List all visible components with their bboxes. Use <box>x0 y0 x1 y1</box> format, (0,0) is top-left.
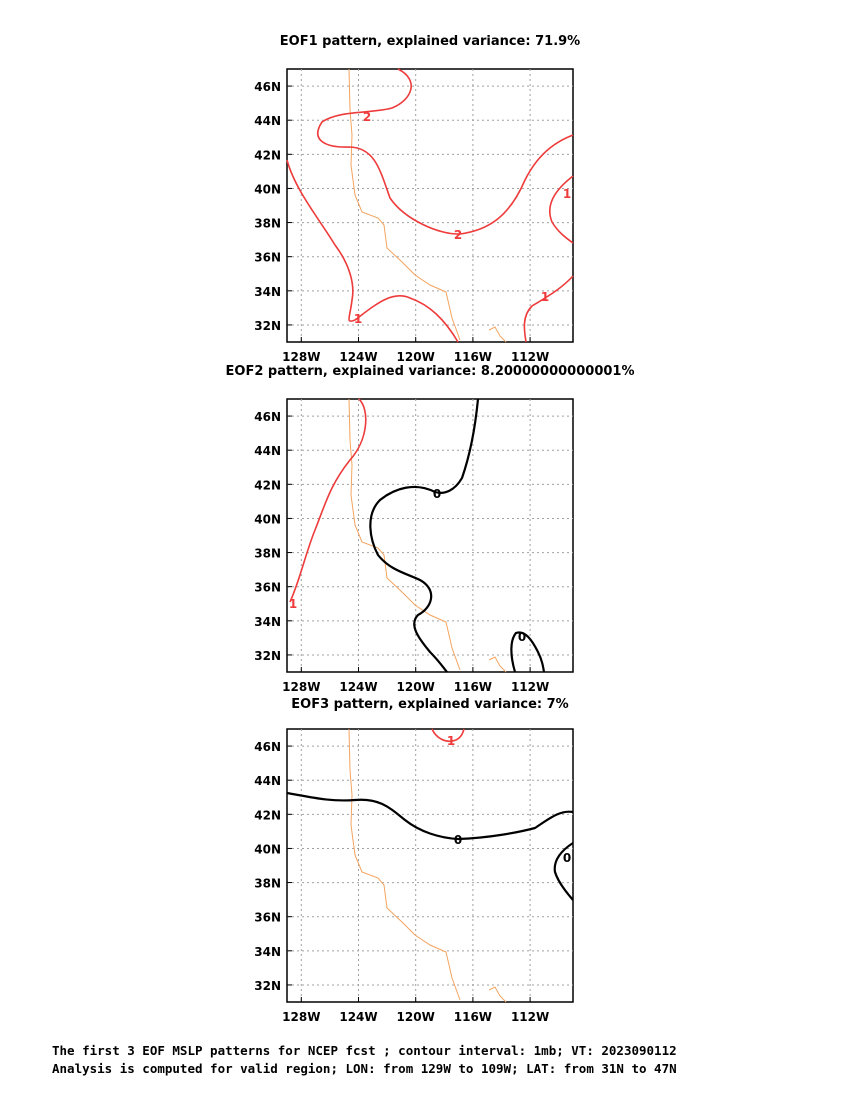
panel-3 <box>254 729 573 1024</box>
y-tick-label: 46N <box>254 80 281 95</box>
y-tick-label: 46N <box>254 410 281 425</box>
x-tick-label: 112W <box>510 680 550 694</box>
y-tick-label: 38N <box>254 546 281 561</box>
y-tick-label: 36N <box>254 580 281 595</box>
x-tick-label: 124W <box>339 1010 378 1024</box>
contour-2-0b <box>511 632 544 672</box>
x-tick-label: 124W <box>339 680 378 694</box>
panel-2-grid <box>287 399 573 672</box>
coastline-3 <box>349 729 463 1000</box>
contour-label-1c: 1 <box>353 312 363 326</box>
panel-1-grid <box>287 69 573 342</box>
contour-label-3b: 0 <box>562 851 572 865</box>
x-tick-label: 124W <box>339 350 378 364</box>
contour-1-2a <box>318 69 573 234</box>
y-tick-label: 32N <box>254 648 281 663</box>
y-tick-label: 38N <box>254 876 281 891</box>
panel-1-title: EOF1 pattern, explained variance: 71.9% <box>279 34 581 49</box>
y-tick-label: 34N <box>254 944 281 959</box>
x-tick-label: 116W <box>453 680 493 694</box>
y-tick-label: 34N <box>254 614 281 629</box>
y-tick-label: 36N <box>254 250 281 265</box>
panel-2-ticks <box>254 410 549 694</box>
contour-label-2c: 1 <box>288 597 298 611</box>
x-tick-label: 120W <box>396 1010 435 1024</box>
x-tick-label: 112W <box>510 1010 550 1024</box>
contour-1-1c <box>524 276 573 342</box>
y-tick-label: 42N <box>254 808 281 823</box>
x-tick-label: 116W <box>453 350 493 364</box>
contour-2-0a <box>370 399 478 672</box>
y-tick-label: 46N <box>254 740 281 755</box>
y-tick-label: 42N <box>254 478 281 493</box>
contour-label-2a: 0 <box>432 487 442 501</box>
caption-line-1: The first 3 EOF MSLP patterns for NCEP fcst ; contour interval: 1mb; VT: 2023090112 <box>52 1043 677 1058</box>
y-tick-label: 36N <box>254 910 281 925</box>
figure-caption <box>52 1042 677 1078</box>
contour-label-3a: 0 <box>453 833 463 847</box>
caption-line-2: Analysis is computed for valid region; LON: from 129W to 109W; LAT: from 31N to 47N <box>52 1061 677 1076</box>
coastline-2 <box>349 399 460 670</box>
panel-1 <box>254 69 573 364</box>
y-tick-label: 40N <box>254 512 281 527</box>
contour-label-1d: 1 <box>562 187 572 201</box>
y-tick-label: 38N <box>254 216 281 231</box>
y-tick-label: 32N <box>254 978 281 993</box>
x-tick-label: 128W <box>282 1010 321 1024</box>
contour-1-1a <box>287 160 458 342</box>
x-tick-label: 128W <box>282 680 321 694</box>
y-tick-label: 44N <box>254 114 281 129</box>
contour-label-1b: 2 <box>453 228 463 242</box>
panel-3-grid <box>287 729 573 1002</box>
panel-1-ticks <box>254 80 549 364</box>
x-tick-label: 128W <box>282 350 321 364</box>
coastline-1b <box>489 327 506 342</box>
contour-label-1a: 2 <box>362 110 372 124</box>
contour-label-3c: 1 <box>446 734 456 748</box>
panel-2-title: EOF2 pattern, explained variance: 8.20000000000001% <box>225 364 635 379</box>
x-tick-label: 120W <box>396 350 435 364</box>
coastline-2b <box>489 657 506 672</box>
y-tick-label: 40N <box>254 182 281 197</box>
y-tick-label: 34N <box>254 284 281 299</box>
coastline-3b <box>489 987 506 1002</box>
y-tick-label: 44N <box>254 444 281 459</box>
contour-label-1e: 1 <box>540 290 550 304</box>
y-tick-label: 44N <box>254 774 281 789</box>
x-tick-label: 116W <box>453 1010 493 1024</box>
panel-3-title: EOF3 pattern, explained variance: 7% <box>291 697 569 712</box>
panel-2 <box>254 399 573 694</box>
panel-3-ticks <box>254 740 549 1024</box>
y-tick-label: 40N <box>254 842 281 857</box>
y-tick-label: 32N <box>254 318 281 333</box>
x-tick-label: 112W <box>510 350 550 364</box>
contour-label-2b: 0 <box>517 630 527 644</box>
y-tick-label: 42N <box>254 148 281 163</box>
x-tick-label: 120W <box>396 680 435 694</box>
